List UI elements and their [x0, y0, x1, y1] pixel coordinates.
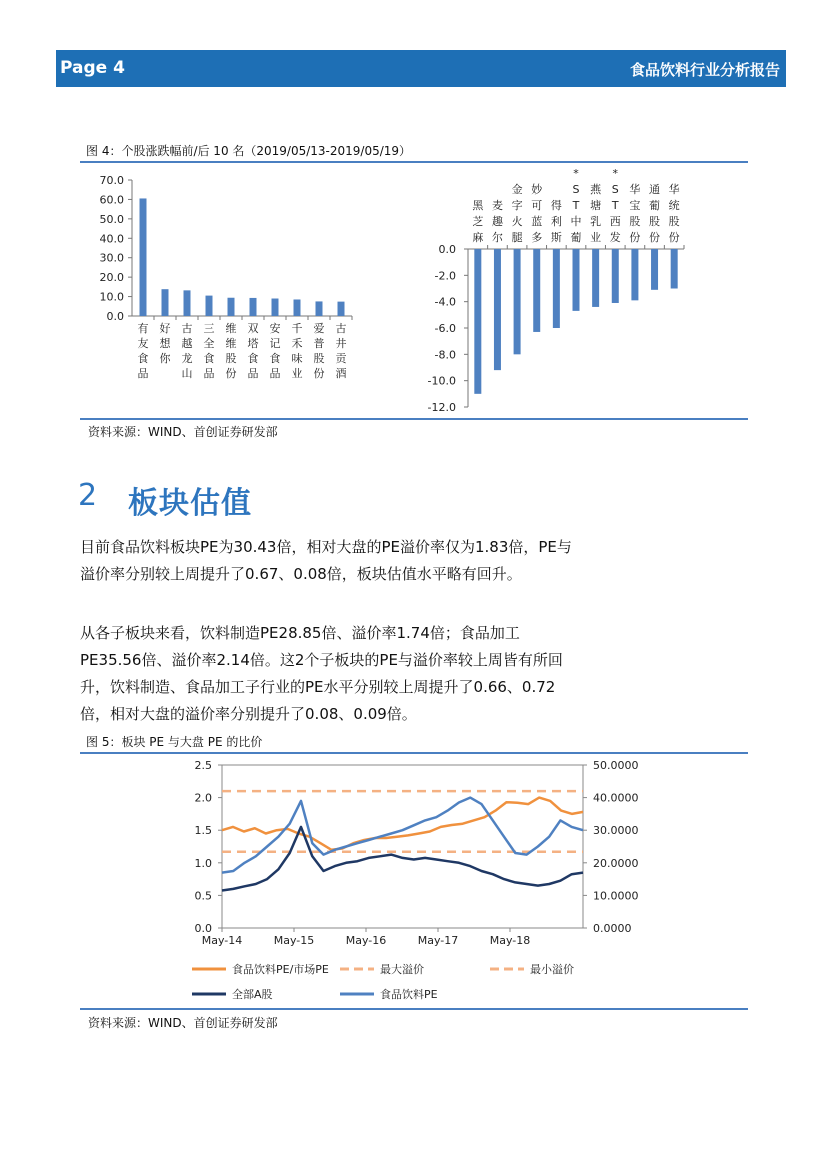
- bar: [272, 299, 279, 316]
- y-left-tick-label: 0.5: [194, 889, 212, 903]
- bar: [294, 299, 301, 316]
- figure4-bottom-rule: [80, 418, 748, 420]
- category-label: 黑芝麻: [472, 199, 484, 244]
- bar: [631, 249, 638, 300]
- bar: [592, 249, 599, 307]
- y-right-tick-label: 10.0000: [593, 889, 639, 903]
- bar: [140, 198, 147, 316]
- figure5-bottom-rule: [80, 1008, 748, 1010]
- y-tick-label: -4.0: [434, 295, 456, 309]
- category-label: 古井贡酒: [335, 322, 347, 380]
- figure5-source: 资料来源：WIND、首创证券研发部: [88, 1016, 278, 1030]
- category-label: 得利斯: [550, 199, 562, 244]
- legend-label: 全部A股: [232, 988, 273, 1001]
- y-tick-label: 20.0: [99, 271, 124, 285]
- category-label: 双塔食品: [247, 322, 259, 380]
- bar: [250, 298, 257, 316]
- bar: [553, 249, 560, 328]
- bar: [184, 290, 191, 316]
- y-right-tick-label: 0.0000: [593, 922, 632, 935]
- category-label: 爱普股份: [313, 322, 325, 380]
- y-tick-label: -2.0: [434, 269, 456, 283]
- y-left-tick-label: 2.0: [194, 791, 212, 805]
- y-tick-label: 10.0: [99, 290, 124, 304]
- figure4-top-rule: [80, 161, 748, 163]
- bar: [206, 296, 213, 316]
- legend-label: 食品饮料PE: [380, 988, 438, 1001]
- category-label: 有友食品: [137, 322, 149, 380]
- y-left-tick-label: 1.5: [194, 824, 212, 838]
- category-label: 妙可蓝多: [531, 183, 543, 244]
- category-label: 通葡股份: [649, 183, 661, 244]
- x-tick-label: May-15: [273, 934, 315, 947]
- top10-bar-chart: [80, 170, 380, 390]
- y-tick-label: -12.0: [427, 401, 456, 414]
- y-tick-label: 70.0: [99, 174, 124, 187]
- category-label: 维维股份: [225, 322, 237, 380]
- y-left-tick-label: 1.0: [194, 856, 212, 870]
- bar: [651, 249, 658, 290]
- figure4-caption: 图 4：个股涨跌幅前/后 10 名（2019/05/13-2019/05/19）: [86, 144, 412, 158]
- category-label: * S T 西发: [609, 167, 621, 244]
- bar: [474, 249, 481, 394]
- y-tick-label: 0.0: [106, 310, 124, 323]
- bar: [612, 249, 619, 303]
- y-left-tick-label: 2.5: [194, 759, 212, 772]
- y-left-tick-label: 0.0: [194, 922, 212, 935]
- y-tick-label: -10.0: [427, 374, 456, 388]
- y-right-tick-label: 40.0000: [593, 791, 639, 805]
- category-label: 燕塘乳业: [590, 183, 602, 244]
- y-tick-label: 40.0: [99, 232, 124, 246]
- x-tick-label: May-16: [345, 934, 387, 947]
- bar: [514, 249, 521, 354]
- category-label: 麦趣尔: [491, 199, 503, 244]
- page-label: Page 4: [60, 58, 125, 78]
- legend-label: 食品饮料PE/市场PE: [232, 963, 329, 976]
- figure5-caption: 图 5：板块 PE 与大盘 PE 的比价: [86, 735, 263, 749]
- legend-label: 最小溢价: [530, 963, 574, 976]
- paragraph-2: 从各子板块来看，饮料制造PE28.85倍、溢价率1.74倍；食品加工PE35.56倍、溢价率2.14倍。这2个子板块的PE与溢价率较上周皆有所回升，饮料制造、食品加工子行业的PE水平分别较上周提升了0.66、0.72倍，相对大盘的溢价率分别提升了0.08、0.09倍。: [80, 624, 563, 723]
- bar: [228, 298, 235, 316]
- section-title: 板块估值: [128, 486, 252, 521]
- pe-ratio-line-chart: [150, 758, 670, 1008]
- report-title: 食品饮料行业分析报告: [629, 61, 780, 79]
- y-tick-label: 0.0: [438, 243, 456, 256]
- category-label: 古越龙山: [181, 322, 193, 380]
- y-tick-label: 50.0: [99, 212, 124, 226]
- category-label: 华宝股份: [629, 183, 641, 244]
- section-number: 2: [78, 478, 98, 513]
- y-right-tick-label: 20.0000: [593, 856, 639, 870]
- bar: [533, 249, 540, 332]
- legend-label: 最大溢价: [380, 963, 424, 976]
- x-tick-label: May-17: [417, 934, 459, 947]
- category-label: 华统股份: [668, 183, 680, 244]
- x-tick-label: May-14: [201, 934, 243, 947]
- bar: [671, 249, 678, 289]
- category-label: 三全食品: [203, 322, 215, 380]
- plot-frame: [222, 765, 583, 928]
- y-tick-label: -6.0: [434, 322, 456, 335]
- category-label: 安记食品: [269, 322, 281, 380]
- bar: [494, 249, 501, 370]
- series-line-0: [222, 798, 583, 850]
- figure4-source: 资料来源：WIND、首创证券研发部: [88, 425, 278, 439]
- category-label: 金字火腿: [511, 183, 523, 244]
- bottom10-bar-chart: [420, 167, 720, 420]
- bar: [573, 249, 580, 311]
- y-right-tick-label: 30.0000: [593, 824, 639, 838]
- bar: [338, 302, 345, 316]
- page-header-bar: [56, 50, 786, 87]
- y-right-tick-label: 50.0000: [593, 759, 639, 772]
- x-tick-label: May-18: [489, 934, 531, 947]
- bar: [316, 301, 323, 316]
- y-tick-label: -8.0: [434, 348, 456, 362]
- figure5-top-rule: [80, 752, 748, 754]
- paragraph-1: 目前食品饮料板块PE为30.43倍，相对大盘的PE溢价率仅为1.83倍，PE与溢价率分别较上周提升了0.67、0.08倍，板块估值水平略有回升。: [80, 538, 572, 583]
- category-label: 千禾味业: [291, 322, 303, 380]
- bar: [162, 289, 169, 316]
- category-label: 好想你: [159, 322, 171, 365]
- y-tick-label: 60.0: [99, 193, 124, 207]
- y-tick-label: 30.0: [99, 251, 124, 265]
- category-label: * S T 中葡: [570, 167, 582, 244]
